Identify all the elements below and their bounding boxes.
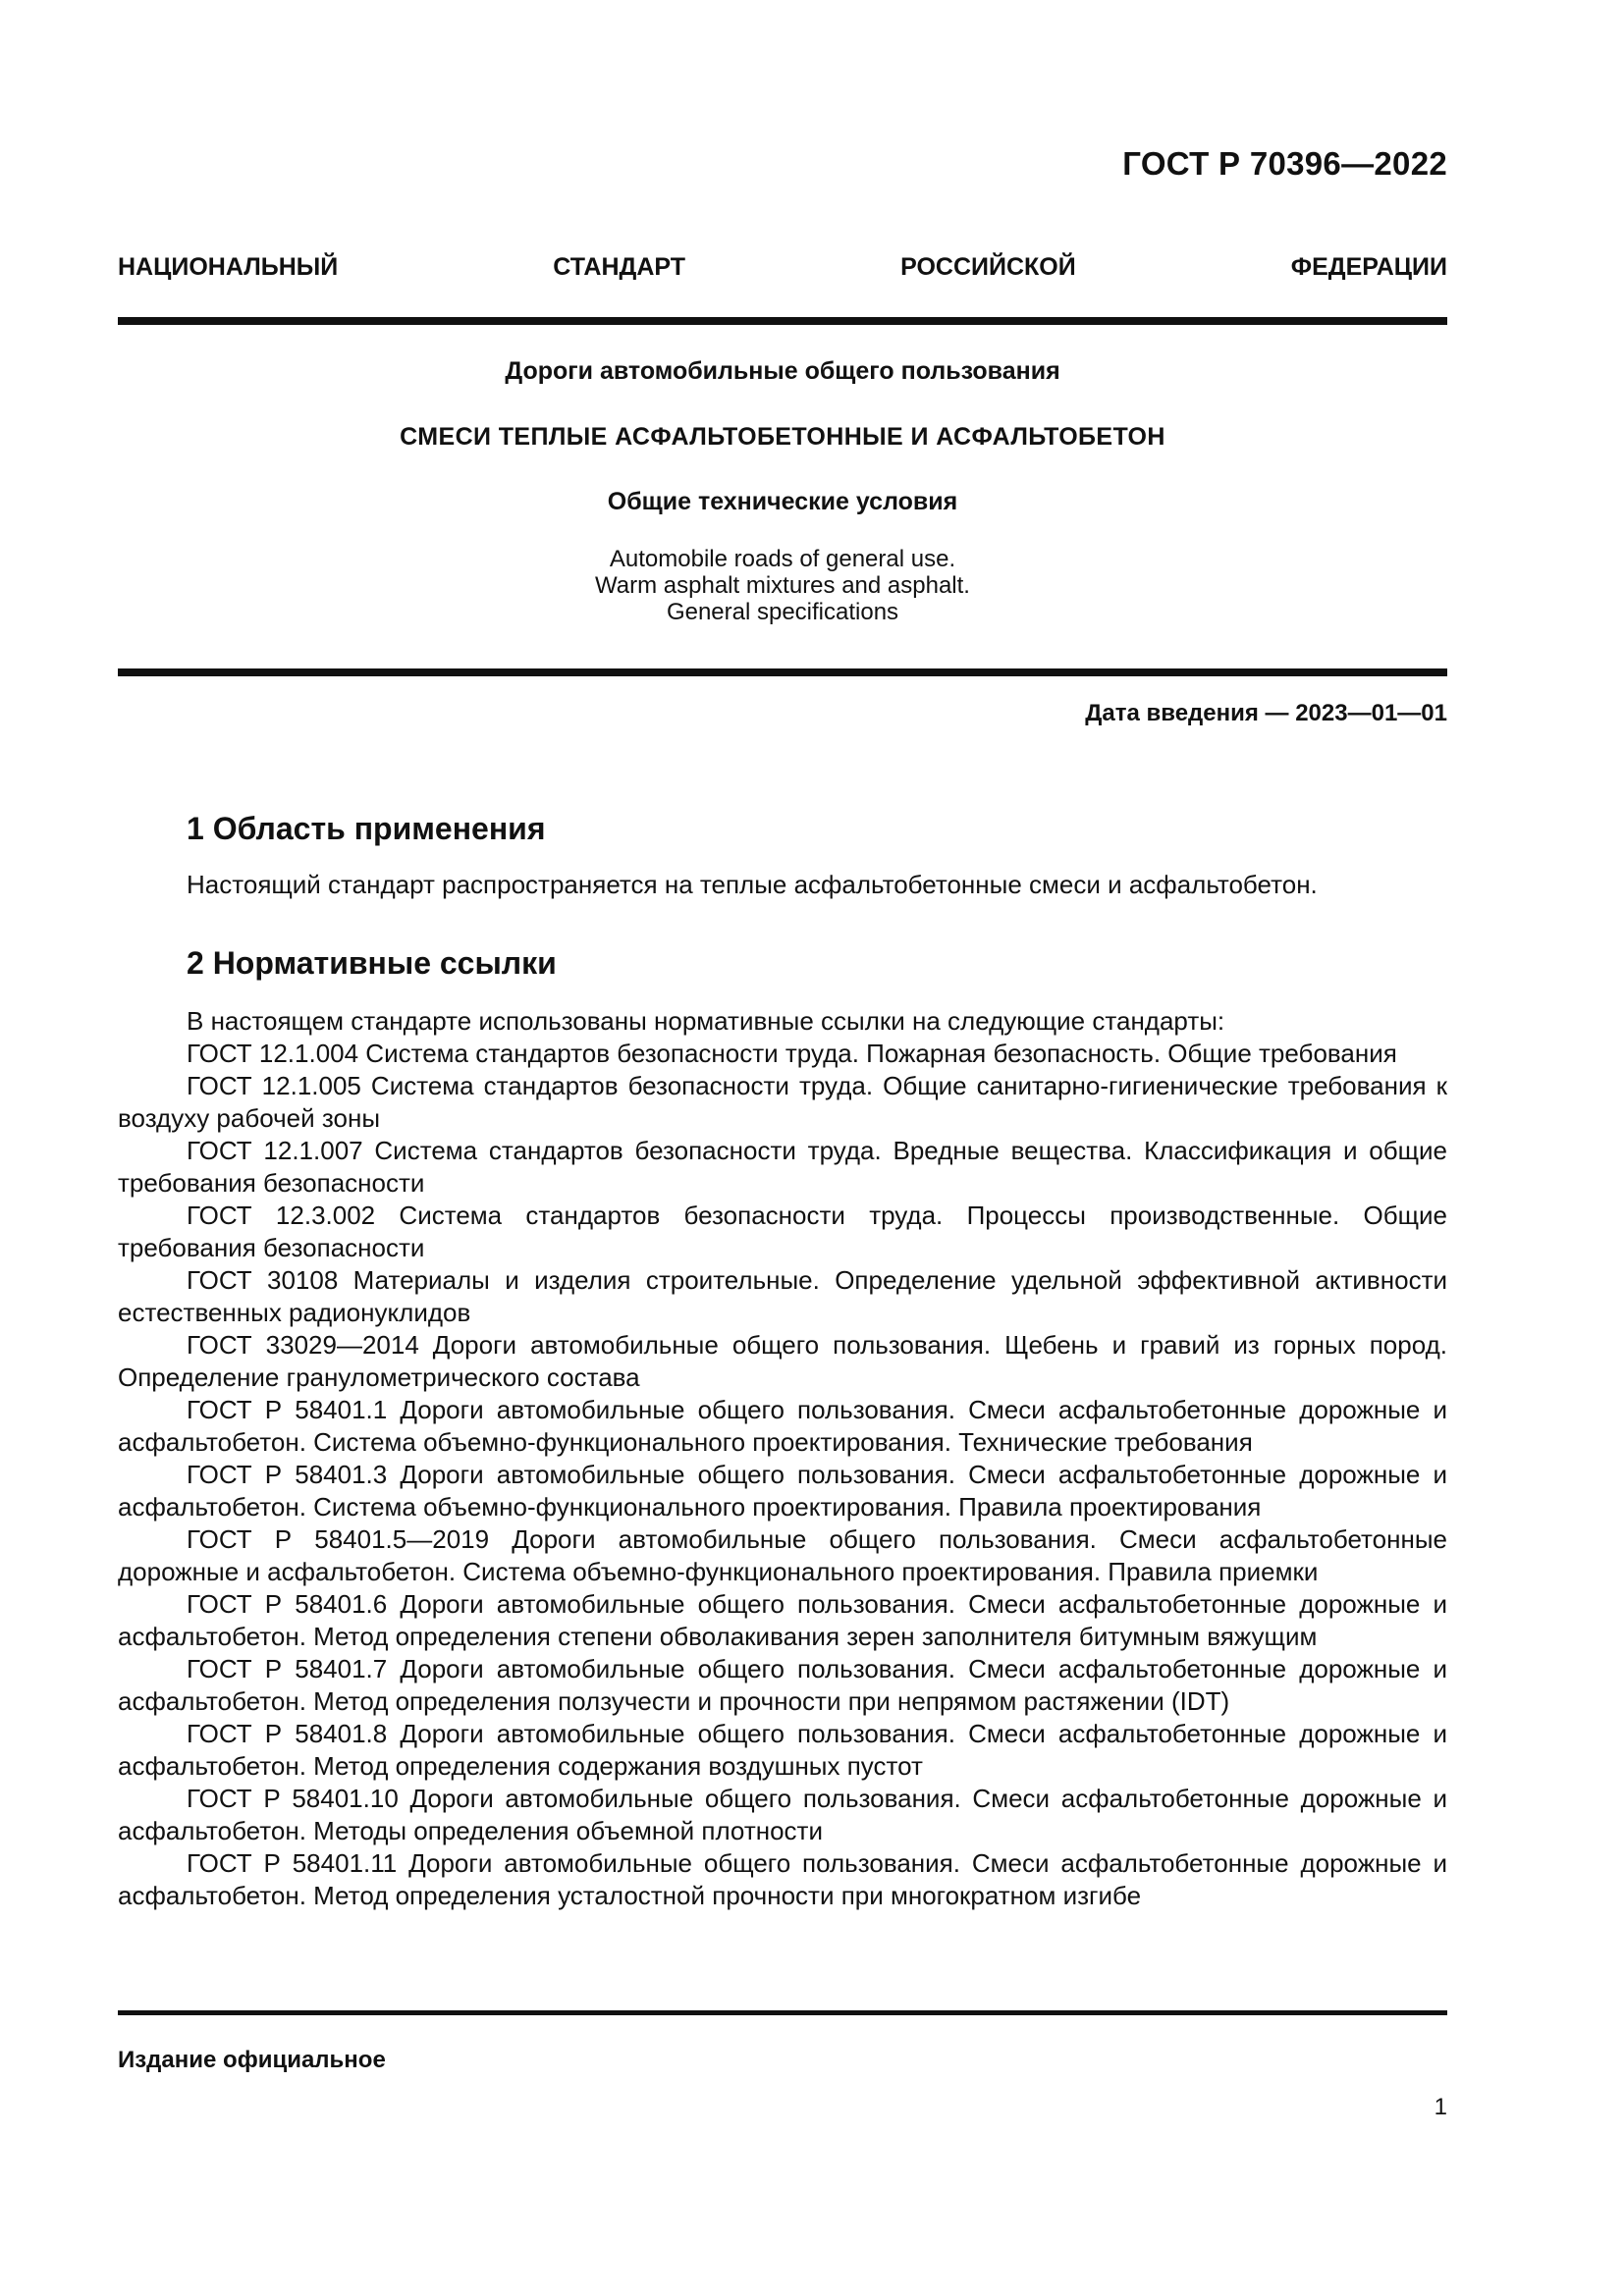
title-line-1: Дороги автомобильные общего пользования [505, 357, 1060, 385]
english-title [118, 546, 1447, 625]
reference-item: ГОСТ 12.1.007 Система стандартов безопасности труда. Вредные вещества. Классификация и общие требования безопасности [118, 1136, 1447, 1198]
official-edition-label: Издание официальное [118, 2047, 386, 2073]
reference-item: ГОСТ Р 58401.11 Дороги автомобильные общего пользования. Смеси асфальтобетонные дорожные и асфальтобетон. Метод определения усталостной прочности при многократном изгибе [118, 1848, 1447, 1910]
reference-item: ГОСТ Р 58401.8 Дороги автомобильные общего пользования. Смеси асфальтобетонные дорожные и асфальтобетон. Метод определения содержания воздушных пустот [118, 1719, 1447, 1781]
references-intro: В настоящем стандарте использованы нормативные ссылки на следующие стандарты: [187, 1006, 1225, 1036]
english-title-line-1: Automobile roads of general use. [609, 546, 956, 572]
reference-item: ГОСТ 12.1.005 Система стандартов безопасности труда. Общие санитарно-гигиенические требования к воздуху рабочей зоны [118, 1071, 1447, 1133]
section-1-text: Настоящий стандарт распространяется на теплые асфальтобетонные смеси и асфальтобетон. [187, 870, 1318, 899]
title-main: СМЕСИ ТЕПЛЫЕ АСФАЛЬТОБЕТОННЫЕ И АСФАЛЬТОБЕТОН [400, 423, 1165, 451]
reference-item: ГОСТ Р 58401.6 Дороги автомобильные общего пользования. Смеси асфальтобетонные дорожные и асфальтобетон. Метод определения степени обволакивания зерен заполнителя битумным вяжущим [118, 1589, 1447, 1651]
page-number: 1 [1434, 2094, 1447, 2120]
document-number: ГОСТ Р 70396—2022 [1122, 145, 1447, 182]
reference-item: ГОСТ Р 58401.7 Дороги автомобильные общего пользования. Смеси асфальтобетонные дорожные и асфальтобетон. Метод определения ползучести и прочности при непрямом растяжении (IDT) [118, 1654, 1447, 1716]
title-subtitle: Общие технические условия [607, 488, 958, 515]
references-list [118, 1005, 1447, 1912]
header-divider [118, 317, 1447, 325]
reference-item: ГОСТ Р 58401.3 Дороги автомобильные общего пользования. Смеси асфальтобетонные дорожные и асфальтобетон. Система объемно-функционального проектирования. Правила проектирования [118, 1460, 1447, 1522]
reference-item: ГОСТ Р 58401.10 Дороги автомобильные общего пользования. Смеси асфальтобетонные дорожные и асфальтобетон. Методы определения объемной плотности [118, 1784, 1447, 1845]
title-divider [118, 668, 1447, 676]
national-standard-banner: НАЦИОНАЛЬНЫЙ СТАНДАРТ РОССИЙСКОЙ ФЕДЕРАЦИИ [118, 253, 1447, 281]
footer-divider [118, 2010, 1447, 2015]
reference-item: ГОСТ 12.3.002 Система стандартов безопасности труда. Процессы производственные. Общие требования безопасности [118, 1201, 1447, 1262]
reference-item: ГОСТ 12.1.004 Система стандартов безопасности труда. Пожарная безопасность. Общие требования [187, 1039, 1397, 1068]
reference-item: ГОСТ 30108 Материалы и изделия строительные. Определение удельной эффективной активности естественных радионуклидов [118, 1265, 1447, 1327]
section-2-heading: 2 Нормативные ссылки [187, 945, 557, 981]
section-1-heading: 1 Область применения [187, 811, 546, 846]
reference-item: ГОСТ Р 58401.1 Дороги автомобильные общего пользования. Смеси асфальтобетонные дорожные и асфальтобетон. Система объемно-функционального проектирования. Технические требования [118, 1395, 1447, 1457]
reference-item: ГОСТ 33029—2014 Дороги автомобильные общего пользования. Щебень и гравий из горных пород. Определение гранулометрического состава [118, 1330, 1447, 1392]
reference-item: ГОСТ Р 58401.5—2019 Дороги автомобильные общего пользования. Смеси асфальтобетонные дорожные и асфальтобетон. Система объемно-функционального проектирования. Правила приемки [118, 1524, 1447, 1586]
english-title-line-2: Warm asphalt mixtures and asphalt. [595, 572, 970, 599]
intro-date: Дата введения — 2023—01—01 [1085, 700, 1447, 726]
english-title-line-3: General specifications [666, 599, 899, 625]
